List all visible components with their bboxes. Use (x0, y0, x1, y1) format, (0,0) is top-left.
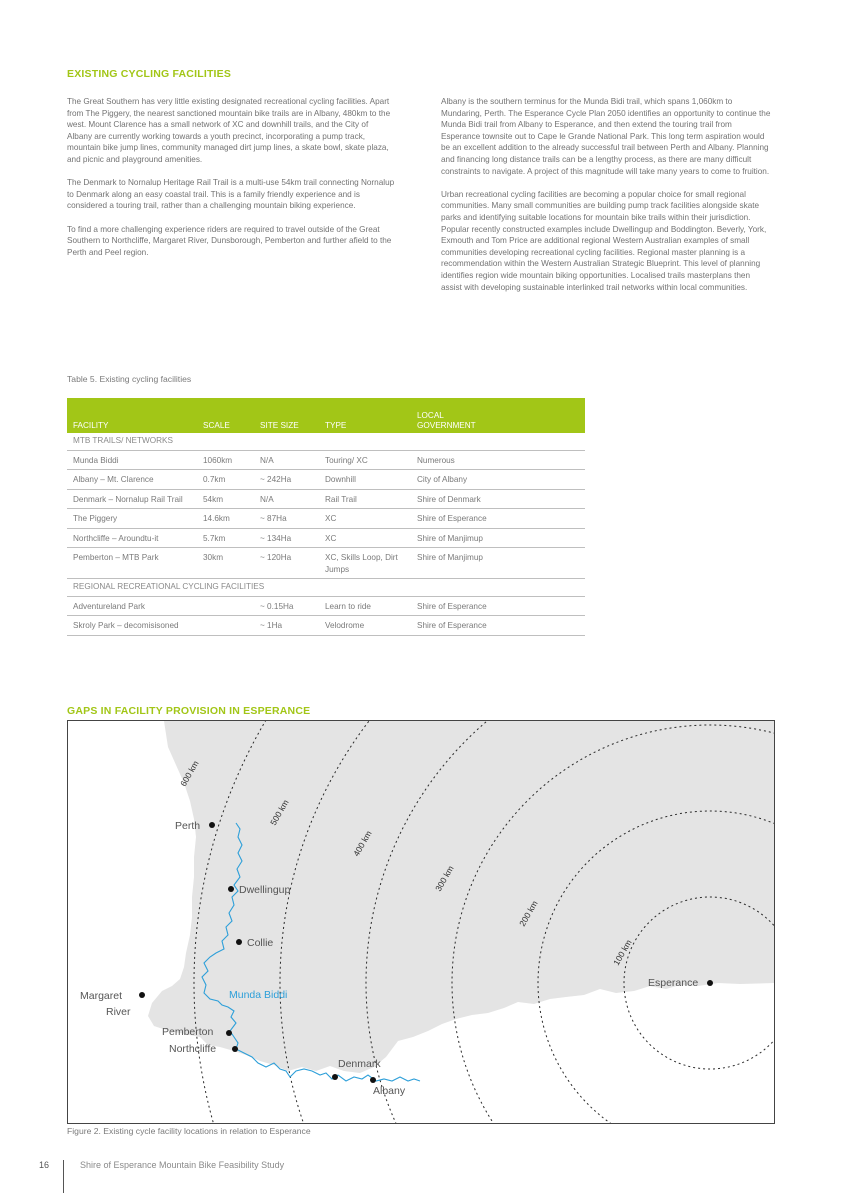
page-number: 16 (39, 1160, 50, 1170)
cell-scale: 14.6km (197, 509, 254, 529)
left-text-column (67, 96, 395, 270)
label-margaret: Margaret (80, 990, 123, 1002)
dwellingup-marker (228, 886, 234, 892)
table-caption: Table 5. Existing cycling facilities (67, 374, 192, 384)
denmark-marker (332, 1074, 338, 1080)
ring-label-300: 300 km (433, 863, 456, 893)
label-dwellingup: Dwellingup (239, 884, 291, 896)
cell-local-government: City of Albany (411, 470, 585, 490)
distance-map (67, 720, 775, 1124)
margaret-river-marker (139, 992, 145, 998)
pemberton-marker (226, 1030, 232, 1036)
paragraph: Albany is the southern terminus for the Munda Bidi trail, which spans 1,060km to Mundaring, Perth. The Esperance Cycle Plan 2050 identifies an opportunity to continue the Munda Bidi trail from Albany to Esperance, and then extend the touring trail from Esperance townsite out to Cape le Grande National Park. This long term aspiration would be an excellent addition to the already successful trail between Perth and Albany. Planning and financing long distance trails can be a lengthy process, as there are many difficult constraints to navigate. A project of this magnitude will take many years to come to fruition. (441, 97, 771, 176)
cell-site-size: ~ 242Ha (254, 470, 319, 490)
cell-site-size: N/A (254, 450, 319, 470)
cell-scale: 5.7km (197, 528, 254, 548)
cell-type: XC (319, 509, 411, 529)
cell-facility: Denmark – Nornalup Rail Trail (67, 489, 197, 509)
footer-divider (63, 1160, 64, 1193)
cell-scale (197, 596, 254, 616)
header-facility: FACILITY (73, 421, 109, 430)
facilities-table (67, 398, 585, 636)
cell-facility: Northcliffe – Aroundtu-it (67, 528, 197, 548)
section-title-mtb: MTB TRAILS/ NETWORKS (67, 433, 585, 450)
table-section-row (67, 579, 585, 597)
paragraph: To find a more challenging experience riders are required to travel outside of the Great Southern to Northcliffe, Margaret River, Dunsborough, Pemberton and further afield to the Perth and Peel region. (67, 224, 392, 257)
section-heading-gaps: GAPS IN FACILITY PROVISION IN ESPERANCE (67, 705, 311, 717)
cell-type: XC, Skills Loop, Dirt Jumps (319, 548, 411, 579)
label-esperance: Esperance (648, 977, 699, 989)
cell-site-size: ~ 0.15Ha (254, 596, 319, 616)
cell-scale: 1060km (197, 450, 254, 470)
label-denmark: Denmark (338, 1058, 381, 1070)
cell-site-size: ~ 87Ha (254, 509, 319, 529)
cell-type: Learn to ride (319, 596, 411, 616)
cell-local-government: Shire of Manjimup (411, 528, 585, 548)
cell-type: Rail Trail (319, 489, 411, 509)
cell-local-government: Shire of Esperance (411, 509, 585, 529)
ring-label-100: 100 km (611, 937, 634, 967)
table-header-row (67, 398, 585, 433)
ring-label-400: 400 km (351, 828, 374, 858)
section-title-regional: REGIONAL RECREATIONAL CYCLING FACILITIES (67, 579, 585, 597)
header-site-size: SITE SIZE (260, 421, 299, 430)
right-text-column (441, 96, 771, 305)
cell-local-government: Shire of Esperance (411, 616, 585, 636)
cell-facility: The Piggery (67, 509, 197, 529)
cell-site-size: ~ 120Ha (254, 548, 319, 579)
perth-marker (209, 822, 215, 828)
cell-scale: 0.7km (197, 470, 254, 490)
cell-scale: 30km (197, 548, 254, 579)
table-row (67, 489, 585, 509)
cell-facility: Skroly Park – decomisisoned (67, 616, 197, 636)
northcliffe-marker (232, 1046, 238, 1052)
cell-type: XC (319, 528, 411, 548)
cell-facility: Pemberton – MTB Park (67, 548, 197, 579)
table-row (67, 548, 585, 579)
esperance-marker (707, 980, 713, 986)
ring-label-200: 200 km (517, 898, 540, 928)
map-svg (68, 721, 774, 1123)
figure-caption: Figure 2. Existing cycle facility locations in relation to Esperance (67, 1126, 311, 1136)
paragraph: The Great Southern has very little existing designated recreational cycling facilities. Apart from The Piggery, the nearest sanctioned mountain bike trails are in Albany, 480km to the west. Mount Clarence has a small network of XC and downhill trails, and the City of Albany are currently working towards a youth precinct, incorporating a pump track, mountain bike jump lines, community managed dirt jump lines, a skate bowl, skate plaza, and picnic and playground amenities. (67, 97, 391, 164)
table-row (67, 509, 585, 529)
cell-scale: 54km (197, 489, 254, 509)
label-collie: Collie (247, 937, 274, 949)
cell-local-government: Shire of Esperance (411, 596, 585, 616)
label-albany: Albany (373, 1085, 406, 1097)
label-river: River (106, 1006, 131, 1018)
cell-type: Velodrome (319, 616, 411, 636)
cell-site-size: ~ 134Ha (254, 528, 319, 548)
cell-facility: Munda Biddi (67, 450, 197, 470)
cell-local-government: Shire of Manjimup (411, 548, 585, 579)
cell-type: Touring/ XC (319, 450, 411, 470)
header-type: TYPE (325, 421, 347, 430)
cell-type: Downhill (319, 470, 411, 490)
table-row (67, 596, 585, 616)
cell-local-government: Shire of Denmark (411, 489, 585, 509)
table-row (67, 470, 585, 490)
ring-label-500: 500 km (268, 797, 291, 827)
cell-facility: Adventureland Park (67, 596, 197, 616)
albany-marker (370, 1077, 376, 1083)
cell-local-government: Numerous (411, 450, 585, 470)
header-scale: SCALE (203, 421, 230, 430)
cell-facility: Albany – Mt. Clarence (67, 470, 197, 490)
cell-site-size: N/A (254, 489, 319, 509)
cell-scale (197, 616, 254, 636)
label-perth: Perth (175, 820, 201, 832)
label-pemberton: Pemberton (162, 1026, 214, 1038)
label-northcliffe: Northcliffe (169, 1043, 217, 1055)
table-section-row (67, 433, 585, 450)
paragraph: Urban recreational cycling facilities are becoming a popular choice for small regional communities. Many small communities are building pump track facilities alongside skate parks and identifying suitable locations for mountain bike trails within their jurisdiction. Popular recently constructed examples include Dwellingup and Boddington. Beverly, York, Exmouth and Tom Price are additional regional Western Australian examples of small communities developing recreational cycling facilities. Regional master planning is a recommendation within the Western Australian Strategic Blueprint. This level of planning identifies region wide mountain biking opportunities. Localised trails masterplans then assist with developing sustainable interlinked trail networks within local communities. (441, 189, 767, 292)
header-local-government: LOCAL GOVERNMENT (417, 411, 476, 430)
section-heading-existing-facilities: EXISTING CYCLING FACILITIES (67, 68, 232, 80)
cell-site-size: ~ 1Ha (254, 616, 319, 636)
table-row (67, 450, 585, 470)
label-munda-biddi: Munda Biddi (229, 989, 288, 1001)
paragraph: The Denmark to Nornalup Heritage Rail Trail is a multi-use 54km trail connecting Nornalup to Denmark along an easy coastal trail. This is a family friendly experience and is considered a touring trail, rather than a challenging mountain biking experience. (67, 178, 395, 211)
ring-label-600: 600 km (178, 758, 201, 788)
collie-marker (236, 939, 242, 945)
footer-title: Shire of Esperance Mountain Bike Feasibility Study (80, 1160, 285, 1170)
land-mass (148, 721, 774, 1073)
table-row (67, 616, 585, 636)
table-row (67, 528, 585, 548)
